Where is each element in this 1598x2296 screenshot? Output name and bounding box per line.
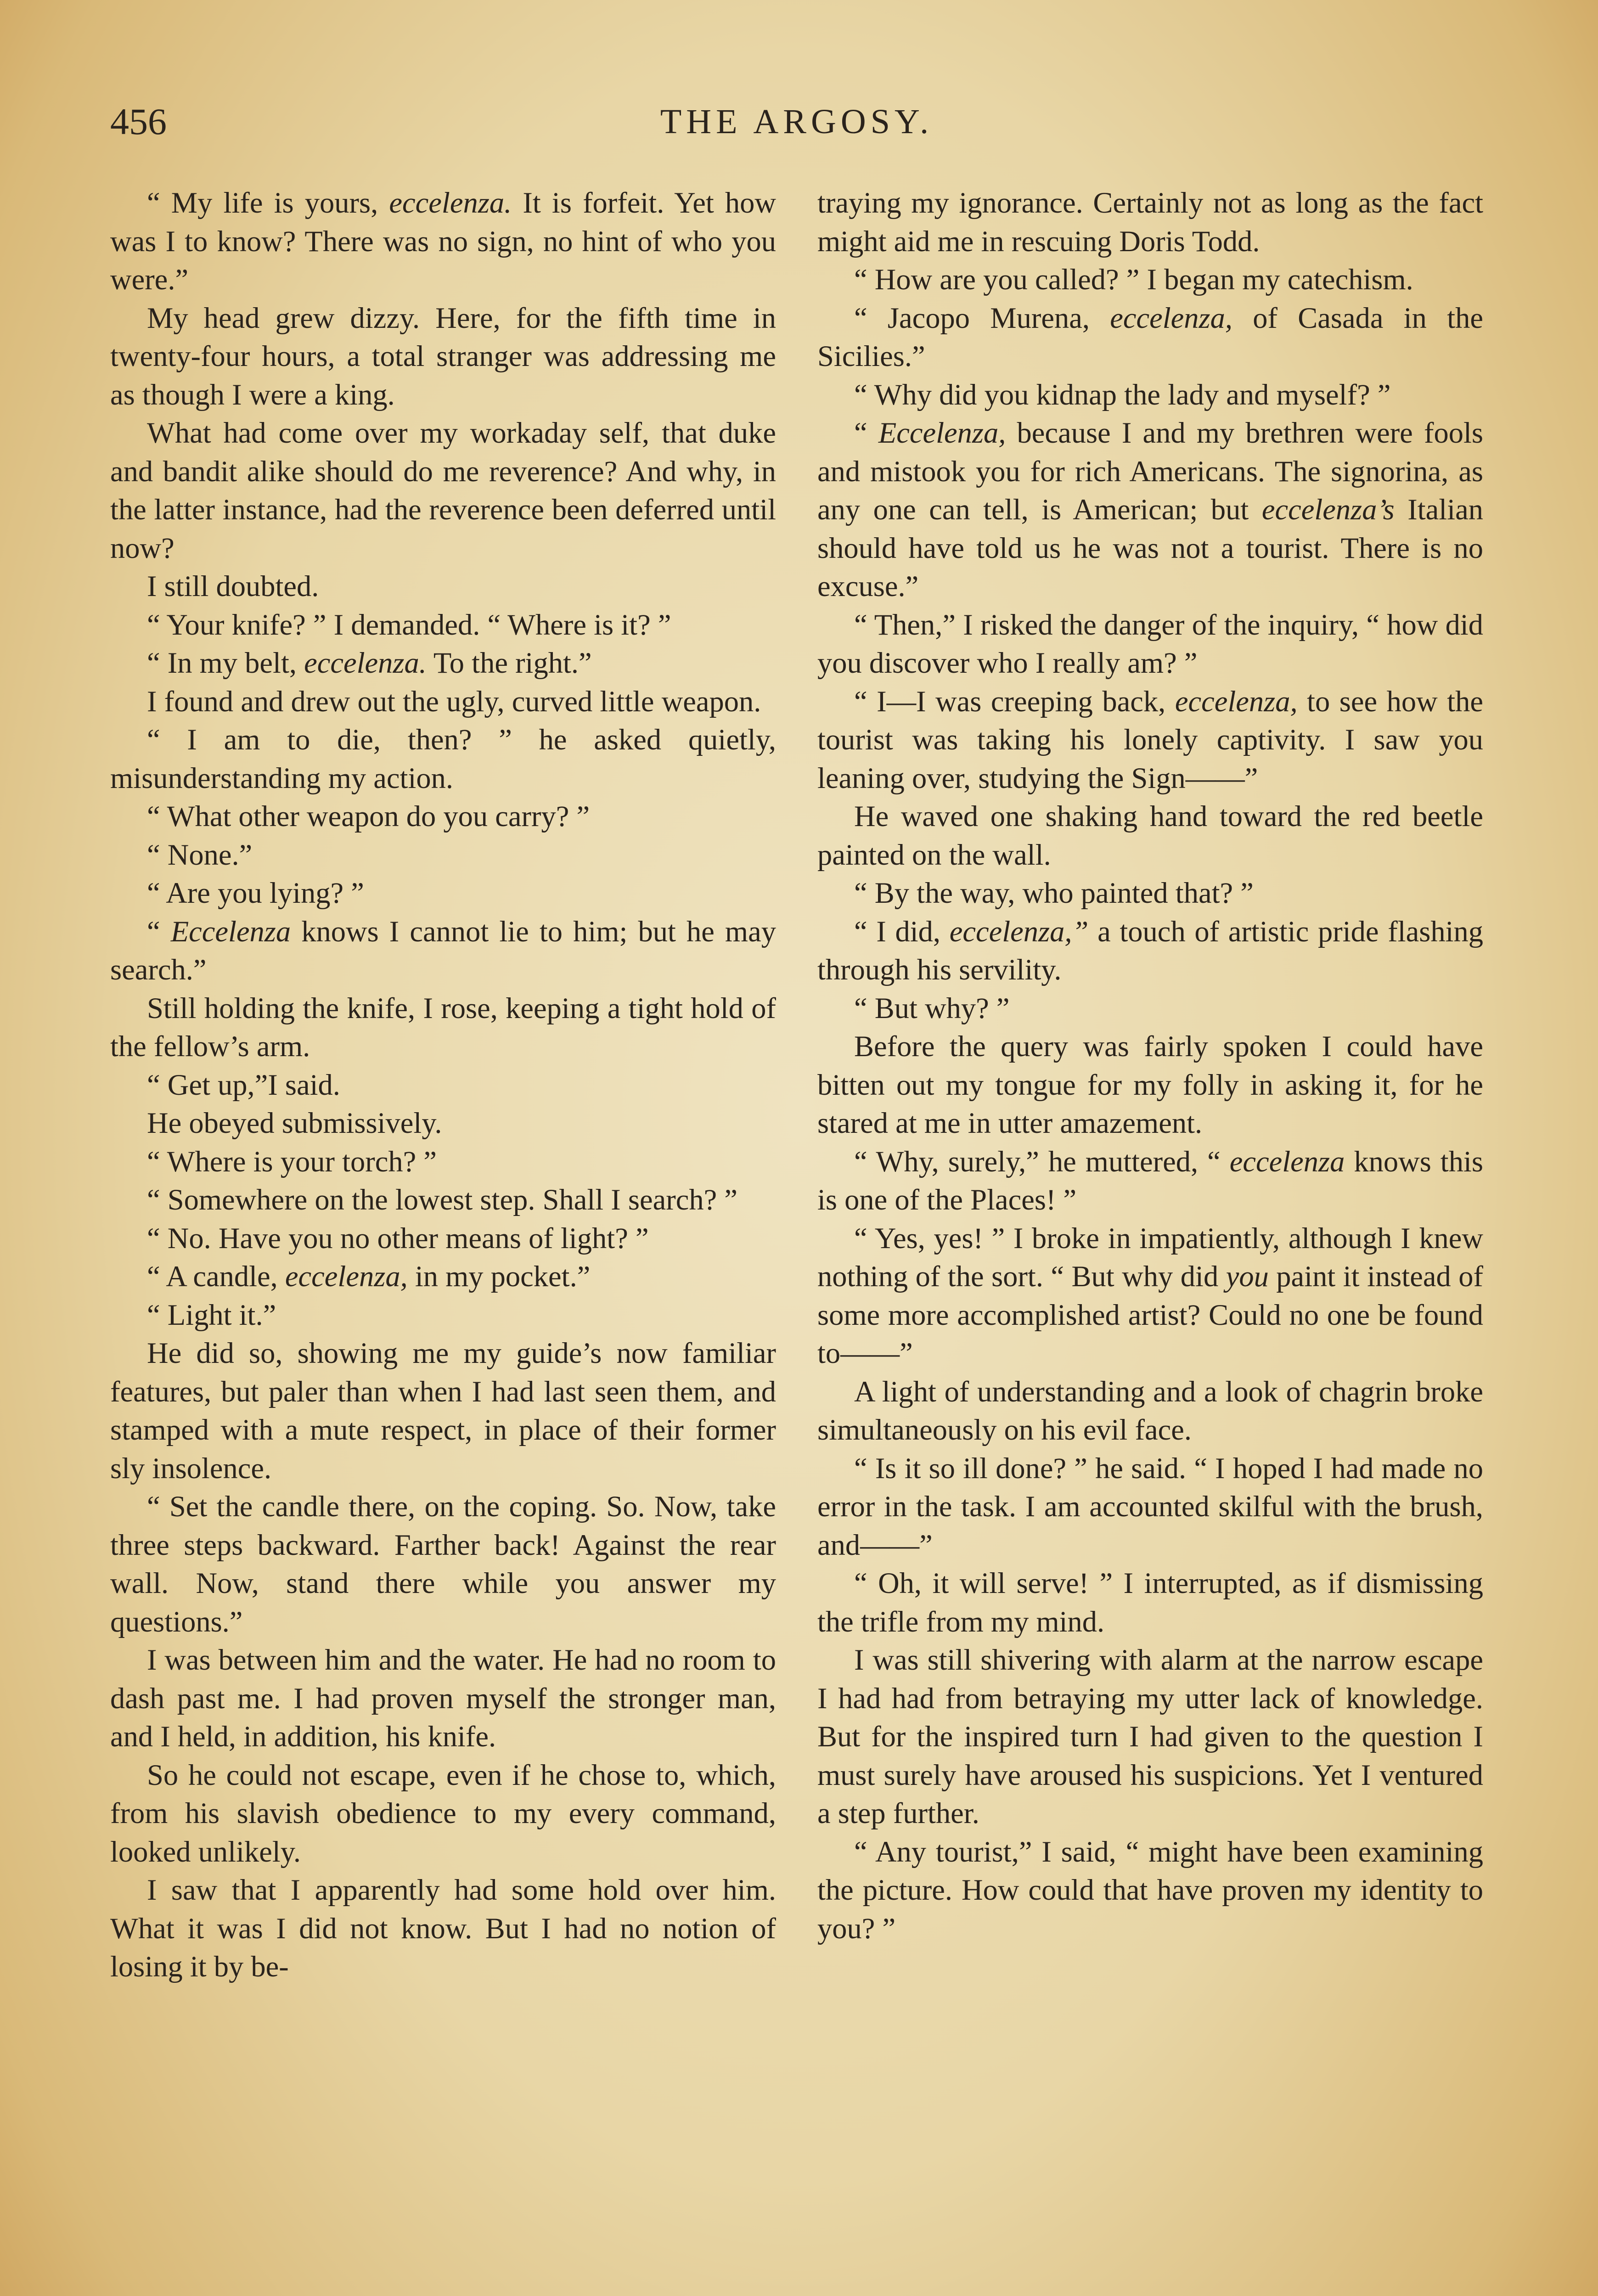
paragraph: “ How are you called? ” I began my catechism.	[854, 263, 1413, 296]
paragraph: “ Oh, it will serve! ” I interrupted, as if dismissing the trifle from my mind.	[817, 1567, 1483, 1638]
paragraph: So he could not escape, even if he chose to, which, from his slavish obedience to my every command, looked unlikely.	[110, 1758, 776, 1868]
paragraph: “ Eccelenza knows I cannot lie to him; but he may search.”	[110, 915, 776, 986]
paragraph: “ Any tourist,” I said, “ might have been examining the picture. How could that have proven my identity to you? ”	[817, 1835, 1483, 1945]
paragraph: A light of understanding and a look of chagrin broke simultaneously on his evil face.	[817, 1375, 1483, 1446]
paragraph: He waved one shaking hand toward the red beetle painted on the wall.	[817, 800, 1483, 871]
paragraph: “ Set the candle there, on the coping. So. Now, take three steps backward. Farther back! Against the rear wall. Now, stand there while you answer my questions.”	[110, 1490, 776, 1638]
paragraph: I saw that I apparently had some hold over him. What it was I did not know. But I had no notion of losing it by be-	[110, 1874, 776, 1983]
paragraph: “ Why did you kidnap the lady and myself? ”	[854, 378, 1391, 411]
paragraph: I was still shivering with alarm at the narrow escape I had had from betraying my utter lack of knowledge. But for the inspired turn I had given to the question I must surely have aroused his suspicions. Yet I ventured a step further.	[817, 1643, 1483, 1829]
paragraph: “ What other weapon do you carry? ”	[147, 800, 590, 833]
paragraph: “ My life is yours, eccelenza. It is forfeit. Yet how was I to know? There was no sign, no hint of who you were.”	[110, 186, 776, 296]
paragraph: “ A candle, eccelenza, in my pocket.”	[147, 1260, 591, 1293]
left-column	[110, 184, 776, 1986]
paragraph: “ Jacopo Murena, eccelenza, of Casada in the Sicilies.”	[817, 301, 1483, 372]
paragraph: “ Why, surely,” he muttered, “ eccelenza knows this is one of the Places! ”	[817, 1145, 1483, 1216]
paragraph: “ I—I was creeping back, eccelenza, to see how the tourist was taking his lonely captivity. I saw you leaning over, studying the Sign——”	[817, 685, 1484, 794]
paragraph: “ Light it.”	[147, 1298, 276, 1331]
paragraph: “ Somewhere on the lowest step. Shall I search? ”	[147, 1183, 738, 1216]
page-header	[110, 99, 1483, 154]
right-column	[817, 184, 1483, 1947]
paragraph: “ None.”	[147, 838, 253, 871]
paragraph: He did so, showing me my guide’s now familiar features, but paler than when I had last seen them, and stamped with a mute respect, in place of their former sly insolence.	[110, 1337, 776, 1485]
paragraph: Before the query was fairly spoken I could have bitten out my tongue for my folly in asking it, for he stared at me in utter amazement.	[817, 1030, 1483, 1139]
paragraph: “ Your knife? ” I demanded. “ Where is it? ”	[147, 608, 671, 641]
paragraph: Still holding the knife, I rose, keeping a tight hold of the fellow’s arm.	[110, 991, 776, 1063]
paragraph: “ Where is your torch? ”	[147, 1145, 437, 1178]
paragraph: “ Eccelenza, because I and my brethren were fools and mistook you for rich Americans. The signorina, as any one can tell, is American; but eccelenza’s Italian should have told us he was not a tourist. There is no excuse.”	[817, 416, 1483, 602]
page-number: 456	[110, 101, 167, 142]
paragraph: “ I did, eccelenza,” a touch of artistic pride flashing through his servility.	[817, 915, 1484, 986]
paragraph: “ No. Have you no other means of light? ”	[147, 1221, 649, 1255]
paragraph: I was between him and the water. He had no room to dash past me. I had proven myself the stronger man, and I held, in addition, his knife.	[110, 1643, 776, 1753]
paragraph: I still doubted.	[147, 570, 319, 602]
paragraph: “ By the way, who painted that? ”	[854, 877, 1254, 909]
paragraph: I found and drew out the ugly, curved little weapon.	[147, 685, 761, 718]
paragraph: My head grew dizzy. Here, for the fifth time in twenty-four hours, a total stranger was addressing me as though I were a king.	[110, 301, 776, 411]
running-title: THE ARGOSY.	[660, 102, 934, 141]
paragraph: What had come over my workaday self, that duke and bandit alike should do me reverence? And why, in the latter instance, had the reverence been deferred until now?	[110, 416, 776, 564]
paragraph: “ Is it so ill done? ” he said. “ I hoped I had made no error in the task. I am accounted skilful with the brush, and——”	[817, 1452, 1483, 1561]
paragraph: “ Yes, yes! ” I broke in impatiently, although I knew nothing of the sort. “ But why did you paint it instead of some more accomplished artist? Could no one be found to——”	[817, 1221, 1483, 1369]
paragraph: “ I am to die, then? ” he asked quietly, misunderstanding my action.	[110, 723, 776, 794]
paragraph: “ In my belt, eccelenza. To the right.”	[147, 647, 592, 679]
paragraph: “ Get up,”I said.	[147, 1068, 340, 1101]
paragraph: He obeyed submissively.	[147, 1107, 442, 1139]
paragraph: “ Then,” I risked the danger of the inquiry, “ how did you discover who I really am? ”	[817, 608, 1483, 679]
paragraph: traying my ignorance. Certainly not as long as the fact might aid me in rescuing Doris Todd.	[817, 186, 1483, 258]
paragraph: “ Are you lying? ”	[147, 877, 364, 909]
paragraph: “ But why? ”	[854, 991, 1010, 1024]
